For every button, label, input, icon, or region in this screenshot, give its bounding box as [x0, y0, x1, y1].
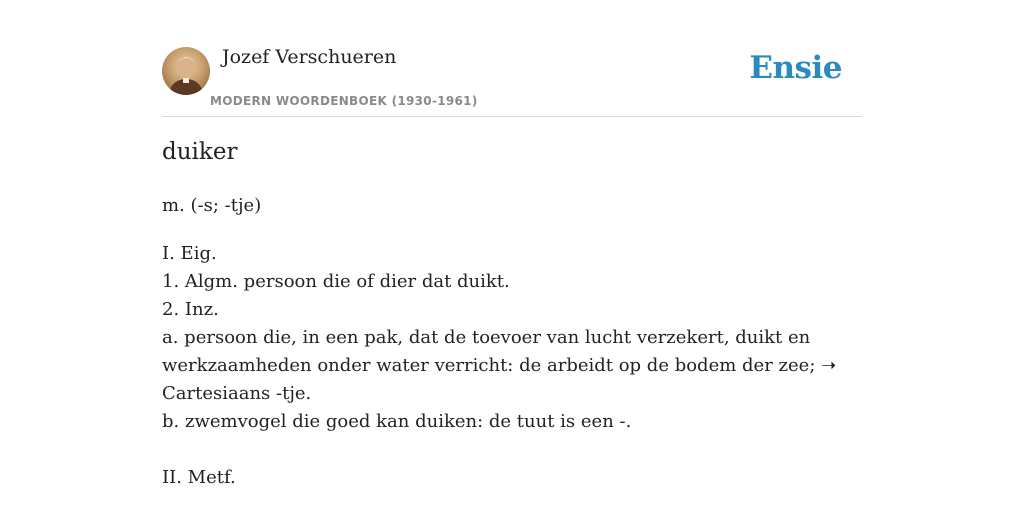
definition-line: 1. Algm. persoon die of dier dat duikt.	[162, 271, 510, 292]
source-name[interactable]: MODERN WOORDENBOEK (1930-1961)	[210, 94, 478, 108]
paragraph-gap	[162, 436, 822, 464]
definition-line: b. zwemvogel die goed kan duiken: de tuut is een -.	[162, 411, 632, 432]
definition-line: II. Metf.	[162, 467, 236, 488]
definition-line: a. persoon die, in een pak, dat de toevoer van lucht verzekert, duikt en	[162, 327, 811, 348]
entry-definition	[162, 240, 837, 492]
cross-reference-arrow-icon[interactable]: ➝	[821, 355, 837, 376]
author-avatar[interactable]	[162, 47, 210, 95]
definition-line: I. Eig.	[162, 243, 217, 264]
author-name[interactable]: Jozef Verschueren	[222, 46, 397, 68]
definition-line: 2. Inz.	[162, 299, 219, 320]
definition-line: Cartesiaans -tje.	[162, 383, 312, 404]
ensie-logo[interactable]: Ensie	[749, 50, 842, 86]
definition-line-text: werkzaamheden onder water verricht: de arbeidt op de bodem der zee;	[162, 355, 816, 376]
definition-line	[162, 352, 837, 380]
header	[162, 46, 862, 117]
entry-term: duiker	[162, 139, 238, 165]
entry-grammar: m. (-s; -tje)	[162, 195, 262, 216]
